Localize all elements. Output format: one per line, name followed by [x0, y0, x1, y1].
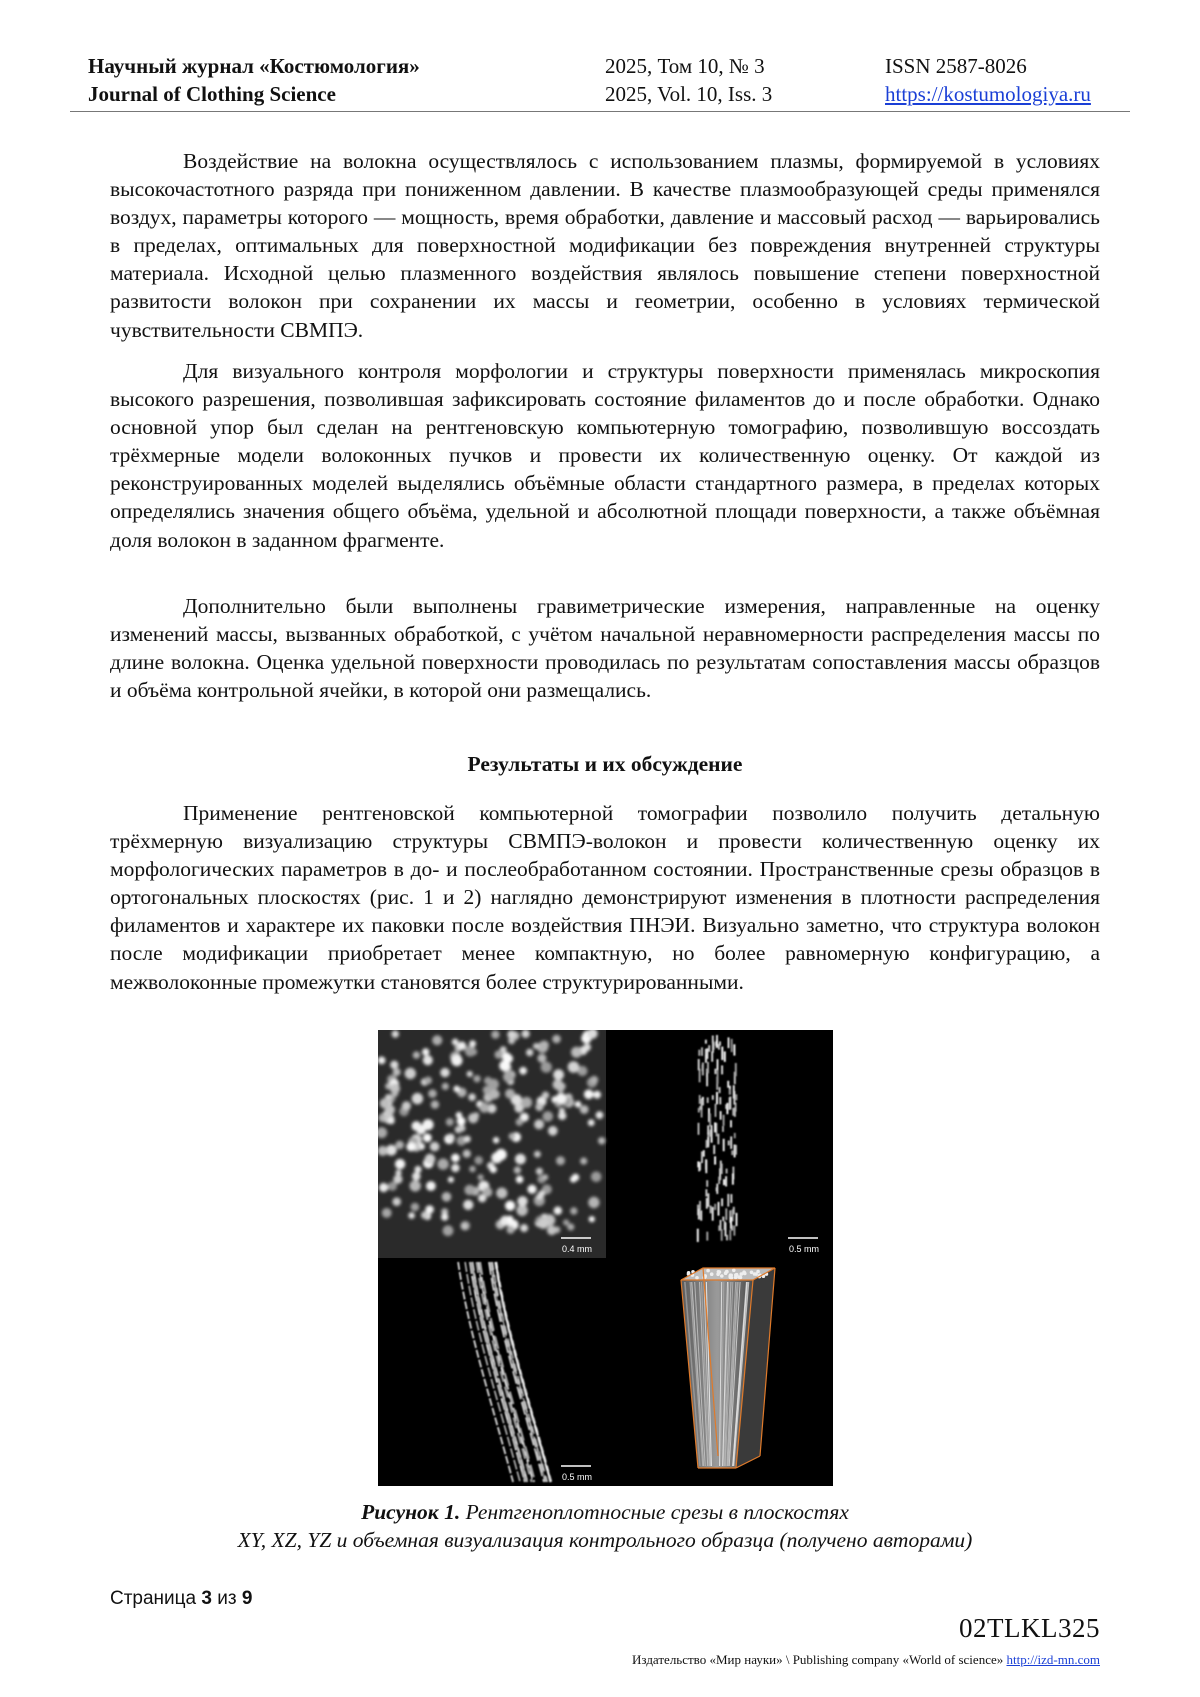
fiber-segment — [697, 1229, 699, 1242]
fiber-section — [536, 1168, 543, 1175]
volume-fiber-end — [710, 1272, 714, 1276]
fiber-section — [570, 1176, 577, 1183]
fiber-section — [554, 1207, 562, 1215]
fiber-section — [393, 1175, 402, 1184]
fiber-segment — [727, 1194, 729, 1207]
fiber-segment — [735, 1145, 737, 1155]
fiber-section — [591, 1172, 602, 1183]
fiber-segment — [713, 1145, 715, 1154]
journal-title-block — [88, 52, 420, 108]
fiber-section — [412, 1093, 423, 1104]
fiber-section — [493, 1137, 499, 1143]
page-current: 3 — [201, 1588, 212, 1609]
fiber-segment — [733, 1207, 735, 1215]
fiber-segment — [708, 1045, 710, 1052]
fiber-segment — [735, 1063, 737, 1076]
volume-fiber-end — [754, 1272, 758, 1276]
fiber-section — [380, 1098, 390, 1108]
fiber-segment — [720, 1111, 722, 1120]
fiber-section — [575, 1101, 582, 1108]
fiber-segment — [717, 1134, 719, 1145]
fiber-section — [412, 1172, 421, 1181]
scale-label-yz: 0.5 mm — [562, 1472, 593, 1482]
fiber-section — [379, 1183, 388, 1192]
fiber-section — [465, 1046, 476, 1057]
fiber-segment — [706, 1232, 708, 1241]
fiber-section — [521, 1097, 532, 1108]
fiber-segment — [698, 1050, 700, 1056]
fiber-segment — [706, 1072, 708, 1086]
fiber-segment — [699, 1201, 701, 1210]
xy-slice-panel — [378, 1030, 606, 1258]
fiber-section — [483, 1187, 493, 1197]
publisher-name: Издательство «Мир науки» \ Publishing company «World of science» — [632, 1652, 1004, 1667]
fiber-section — [468, 1093, 476, 1101]
page-total: 9 — [241, 1588, 253, 1609]
fiber-section — [414, 1166, 421, 1173]
fiber-section — [446, 1118, 454, 1126]
fiber-segment — [723, 1115, 725, 1126]
fiber-section — [378, 1057, 386, 1065]
fiber-section — [533, 1043, 539, 1049]
fiber-section — [443, 1225, 454, 1236]
fiber-segment — [712, 1036, 714, 1044]
fiber-segment — [714, 1122, 716, 1132]
volume-fiber — [718, 1282, 719, 1466]
fiber-section — [422, 1119, 433, 1130]
fiber-section — [556, 1156, 565, 1165]
fiber-section — [463, 1150, 471, 1158]
volume-fiber-end — [734, 1276, 738, 1280]
fiber-section — [413, 1051, 420, 1058]
fiber-segment — [722, 1217, 724, 1222]
volume-fiber-end — [695, 1276, 699, 1280]
fiber-section — [432, 1035, 442, 1045]
fiber-section — [474, 1156, 483, 1165]
volume-fiber-end — [720, 1274, 724, 1278]
fiber-section — [507, 1226, 515, 1234]
fiber-segment — [698, 1059, 700, 1070]
fiber-section — [442, 1083, 449, 1090]
fiber-segment — [721, 1047, 723, 1060]
fiber-section — [406, 1142, 415, 1151]
issn: ISSN 2587-8026 — [885, 54, 1027, 78]
fiber-segment — [706, 1180, 708, 1187]
fiber-section — [426, 1181, 436, 1191]
fiber-segment — [711, 1051, 713, 1061]
paragraph-plasma: Воздействие на волокна осуществлялось с использованием плазмы, формируемой в условиях высокочастотного разряда при пониженном давлении. В качестве плазмообразующей среды применялся воздух, параметры которого — мощность, время обработки, давление и массовый расход — варьировались в пределах, оптимальных для поверхностной модификации без повреждения внутренней структуры материала. Исходной целью плазменного воздействия являлось повышение степени поверхностной развитости волокон при сохранении их массы и геометрии, особенно в условиях термической чувствительности СВМПЭ. — [110, 149, 1100, 342]
fiber-section — [516, 1176, 524, 1184]
fiber-segment — [725, 1176, 727, 1186]
volume-fiber-end — [750, 1271, 754, 1275]
fiber-segment — [728, 1037, 730, 1048]
fiber-section — [379, 1147, 388, 1156]
fiber-section — [542, 1092, 549, 1099]
fiber-section — [588, 1197, 599, 1208]
fiber-section — [461, 1223, 468, 1230]
fiber-section — [410, 1180, 421, 1191]
fiber-segment — [701, 1151, 703, 1163]
fiber-section — [395, 1141, 404, 1150]
fiber-segment — [701, 1100, 703, 1106]
fiber-segment — [725, 1208, 727, 1220]
fiber-section — [559, 1108, 565, 1114]
fiber-section — [491, 1030, 499, 1038]
fiber-section — [540, 1041, 549, 1050]
fiber-section — [504, 1054, 513, 1063]
fiber-segment — [731, 1150, 733, 1155]
fiber-section — [424, 1077, 432, 1085]
fiber-section — [541, 1062, 552, 1073]
journal-name-en: Journal of Clothing Science — [88, 82, 336, 106]
article-code: 02TLKL325 — [959, 1613, 1100, 1643]
fiber-section — [514, 1166, 521, 1173]
fiber-section — [495, 1050, 503, 1058]
fiber-section — [405, 1068, 416, 1079]
fiber-segment — [729, 1097, 731, 1110]
fiber-segment — [703, 1150, 705, 1157]
volume-fiber-end — [730, 1276, 734, 1280]
volume-render-panel — [681, 1268, 775, 1468]
fiber-section — [568, 1061, 580, 1073]
fiber-segment — [714, 1156, 716, 1164]
fiber-section — [453, 1086, 460, 1093]
fiber-segment — [709, 1114, 711, 1127]
fiber-section — [490, 1166, 497, 1173]
fiber-section — [425, 1205, 434, 1214]
fiber-section — [423, 1133, 432, 1142]
fiber-section — [468, 1113, 478, 1123]
fiber-segment — [733, 1085, 735, 1098]
fiber-segment — [699, 1069, 701, 1083]
volume-ru: 2025, Том 10, № 3 — [605, 54, 765, 78]
fiber-segment — [718, 1202, 720, 1216]
fiber-section — [440, 1068, 449, 1077]
tomography-image — [378, 1030, 833, 1486]
fiber-segment — [730, 1136, 732, 1149]
fiber-segment — [728, 1141, 730, 1146]
fiber-section — [567, 1223, 574, 1230]
fiber-section — [463, 1200, 473, 1210]
paragraph-gravimetry: Дополнительно были выполнены гравиметрические измерения, направленные на оценку изменений массы, вызванных обработкой, с учётом начальной неравномерности распределения массы по длине волокна. Оценка удельной поверхности проводилась по результатам сопоставления массы образцов и объёма контрольной ячейки, в которой они размещались. — [110, 594, 1100, 703]
fiber-section — [478, 1174, 484, 1180]
fiber-section — [548, 1126, 558, 1136]
fiber-section — [503, 1071, 514, 1082]
fiber-section — [430, 1142, 440, 1152]
fiber-segment — [700, 1210, 702, 1220]
issn-block — [885, 52, 1091, 108]
volume-fiber-end — [732, 1269, 736, 1273]
fiber-segment — [719, 1097, 721, 1104]
fiber-section — [451, 1154, 460, 1163]
page-of: из — [217, 1588, 237, 1609]
page-indicator — [110, 1588, 252, 1610]
fiber-section — [469, 1166, 476, 1173]
fiber-section — [437, 1158, 448, 1169]
figure-caption-line-2: XY, XZ, YZ и объемная визуализация контрольного образца (получено авторами) — [237, 1528, 973, 1552]
fiber-segment — [717, 1070, 719, 1084]
fiber-segment — [719, 1087, 721, 1093]
fiber-segment — [705, 1189, 707, 1196]
fiber-section — [442, 1192, 452, 1202]
fiber-segment — [706, 1048, 708, 1059]
fiber-section — [455, 1126, 462, 1133]
fiber-section — [447, 1134, 455, 1142]
fiber-segment — [719, 1041, 721, 1045]
fiber-section — [534, 1151, 541, 1158]
fiber-segment — [732, 1174, 734, 1185]
fiber-section — [395, 1170, 401, 1176]
fiber-section — [496, 1188, 507, 1199]
fiber-section — [464, 1185, 475, 1196]
fiber-section — [519, 1067, 527, 1075]
fiber-section — [451, 1055, 462, 1066]
paragraph-results: Применение рентгеновской компьютерной томографии позволило получить детальную трёхмерную визуализацию структуры СВМПЭ-волокон и провести количественную оценку их морфологических параметров в до- и послеобработанном состоянии. Пространственные срезы образцов в ортогональных плоскостях (рис. 1 и 2) наглядно демонстрируют изменения в плотности распределения филаментов и характере их паковки после воздействия ПНЭИ. Визуально заметно, что структура волокон после модификации приобретает менее компактную, но более равномерную конфигурацию, а межволоконные промежутки становятся более структурированными. — [110, 801, 1100, 994]
fiber-section — [467, 1071, 473, 1077]
fiber-segment — [730, 1120, 732, 1127]
fiber-section — [571, 1047, 582, 1058]
fiber-segment — [729, 1089, 731, 1094]
fiber-section — [464, 1136, 471, 1143]
fiber-section — [422, 1048, 429, 1055]
methods-paragraphs — [110, 147, 1100, 344]
fiber-section — [580, 1158, 587, 1165]
fiber-segment — [736, 1213, 738, 1226]
fiber-section — [593, 1091, 601, 1099]
fiber-segment — [732, 1108, 734, 1116]
fiber-section — [570, 1207, 577, 1214]
fiber-section — [392, 1030, 399, 1037]
volume-en: 2025, Vol. 10, Iss. 3 — [605, 82, 773, 106]
publisher-url-link[interactable]: http://izd-mn.com — [1006, 1652, 1100, 1667]
fiber-section — [392, 1197, 401, 1206]
fiber-segment — [723, 1179, 725, 1185]
fiber-section — [580, 1105, 589, 1114]
volume-fiber-end — [706, 1269, 710, 1273]
fiber-section — [516, 1118, 524, 1126]
fiber-segment — [725, 1222, 727, 1236]
fiber-section — [392, 1090, 399, 1097]
fiber-section — [495, 1149, 506, 1160]
fiber-segment — [724, 1051, 726, 1062]
fiber-segment — [697, 1161, 699, 1167]
fiber-segment — [702, 1063, 704, 1076]
figure-1-tomography — [378, 1030, 833, 1486]
fiber-section — [556, 1093, 567, 1104]
fiber-section — [589, 1216, 595, 1222]
volume-fiber-end — [739, 1276, 743, 1280]
fiber-segment — [710, 1206, 712, 1214]
fiber-segment — [698, 1123, 700, 1135]
fiber-section — [457, 1117, 466, 1126]
fiber-segment — [699, 1095, 701, 1104]
fiber-section — [520, 1224, 528, 1232]
fiber-segment — [698, 1108, 700, 1113]
fiber-section — [431, 1100, 439, 1108]
fiber-section — [588, 1119, 595, 1126]
header-divider — [70, 111, 1130, 112]
fiber-section — [425, 1154, 436, 1165]
fiber-section — [382, 1208, 392, 1218]
page-word: Страница — [110, 1588, 197, 1609]
fiber-segment — [729, 1230, 731, 1241]
fiber-section — [526, 1049, 533, 1056]
fiber-segment — [711, 1125, 713, 1138]
fiber-section — [553, 1079, 564, 1090]
fiber-segment — [714, 1204, 716, 1210]
fiber-segment — [730, 1194, 732, 1203]
fiber-section — [402, 1101, 411, 1110]
fiber-section — [584, 1090, 594, 1100]
fiber-section — [388, 1117, 395, 1124]
fiber-section — [543, 1111, 554, 1122]
scale-label-xz: 0.5 mm — [789, 1244, 820, 1254]
page-header — [88, 52, 1128, 112]
fiber-segment — [705, 1160, 707, 1173]
journal-name-ru: Научный журнал «Костюмология» — [88, 54, 420, 78]
fiber-section — [395, 1159, 405, 1169]
fiber-section — [536, 1193, 542, 1199]
fiber-section — [552, 1035, 561, 1044]
volume-fiber-end — [740, 1272, 744, 1276]
section-title-results: Результаты и их обсуждение — [467, 752, 743, 776]
fiber-section — [505, 1089, 515, 1099]
scale-label-xy: 0.4 mm — [562, 1244, 593, 1254]
fiber-segment — [712, 1095, 714, 1100]
fiber-section — [452, 1039, 459, 1046]
fiber-section — [509, 1133, 516, 1140]
volume-fiber-end — [718, 1270, 722, 1274]
fiber-section — [538, 1218, 549, 1229]
fiber-section — [535, 1103, 543, 1111]
fiber-section — [505, 1201, 515, 1211]
fiber-section — [483, 1086, 492, 1095]
fiber-section — [411, 1203, 420, 1212]
fiber-section — [451, 1164, 459, 1172]
fiber-segment — [707, 1137, 709, 1147]
fiber-segment — [723, 1139, 725, 1151]
fiber-segment — [706, 1198, 708, 1209]
fiber-segment — [701, 1047, 703, 1056]
fiber-section — [553, 1069, 564, 1080]
volume-fiber-end — [724, 1271, 728, 1275]
fiber-segment — [734, 1133, 736, 1138]
fiber-segment — [714, 1069, 716, 1074]
fiber-section — [590, 1076, 598, 1084]
fiber-section — [393, 1068, 401, 1076]
fiber-section — [469, 1040, 476, 1047]
fiber-section — [441, 1213, 448, 1220]
methods-paragraph-2 — [110, 357, 1100, 554]
fiber-section — [542, 1174, 548, 1180]
fiber-section — [428, 1089, 437, 1098]
fiber-segment — [722, 1126, 724, 1132]
fiber-segment — [731, 1225, 733, 1230]
fiber-section — [547, 1226, 557, 1236]
fiber-segment — [705, 1040, 707, 1044]
fiber-section — [598, 1137, 605, 1144]
fiber-section — [479, 1103, 489, 1113]
fiber-section — [596, 1111, 604, 1119]
figure-caption — [110, 1498, 1100, 1554]
fiber-section — [527, 1185, 536, 1194]
fiber-segment — [725, 1104, 727, 1109]
results-paragraph-block — [110, 799, 1100, 996]
fiber-section — [515, 1154, 526, 1165]
methods-paragraph-3 — [110, 592, 1100, 704]
fiber-segment — [716, 1092, 718, 1104]
fiber-segment — [718, 1225, 720, 1230]
fiber-segment — [717, 1059, 719, 1070]
fiber-segment — [707, 1097, 709, 1103]
fiber-segment — [721, 1198, 723, 1206]
fiber-section — [517, 1196, 527, 1206]
fiber-segment — [718, 1177, 720, 1184]
fiber-section — [507, 1216, 514, 1223]
fiber-section — [412, 1121, 422, 1131]
fiber-segment — [733, 1044, 735, 1055]
fiber-segment — [716, 1040, 718, 1048]
figure-caption-line-1: Рентгеноплотносные срезы в плоскостях — [460, 1500, 849, 1524]
figure-caption-label: Рисунок 1. — [361, 1500, 461, 1524]
fiber-segment — [712, 1207, 714, 1221]
fiber-segment — [726, 1169, 728, 1174]
publisher-line — [632, 1652, 1100, 1668]
fiber-segment — [707, 1062, 709, 1073]
fiber-section — [408, 1212, 415, 1219]
fiber-section — [507, 1030, 516, 1039]
fiber-section — [390, 1061, 398, 1069]
fiber-section — [537, 1054, 546, 1063]
fiber-section — [423, 1055, 433, 1065]
fiber-segment — [721, 1164, 723, 1175]
fiber-segment — [735, 1094, 737, 1100]
fiber-section — [473, 1075, 480, 1082]
fiber-segment — [721, 1229, 723, 1241]
paragraph-microscopy: Для визуального контроля морфологии и структуры поверхности применялась микроскопия высокого разрешения, позволившая зафиксировать состояние филаментов до и после обработки. Однако основной упор был сделан на рентгеновскую компьютерную томографию, позволившую воссоздать трёхмерные модели волоконных пучков и провести их количественную оценку. От каждой из реконструированных моделей выделялись объёмные области стандартного размера, в пределах которых определялись значения общего объёма, удельной и абсолютной площади поверхности, а также объёмная доля волокон в заданном фрагменте. — [110, 359, 1100, 552]
fiber-segment — [707, 1125, 709, 1134]
volume-block — [605, 52, 772, 108]
fiber-segment — [733, 1226, 735, 1236]
fiber-section — [448, 1177, 454, 1183]
fiber-segment — [731, 1039, 733, 1052]
journal-url-link[interactable]: https://kostumologiya.ru — [885, 82, 1091, 106]
fiber-section — [534, 1119, 544, 1129]
fiber-segment — [698, 1209, 700, 1220]
fiber-segment — [716, 1184, 718, 1194]
fiber-segment — [715, 1104, 717, 1117]
fiber-section — [458, 1042, 467, 1051]
fiber-segment — [721, 1065, 723, 1074]
